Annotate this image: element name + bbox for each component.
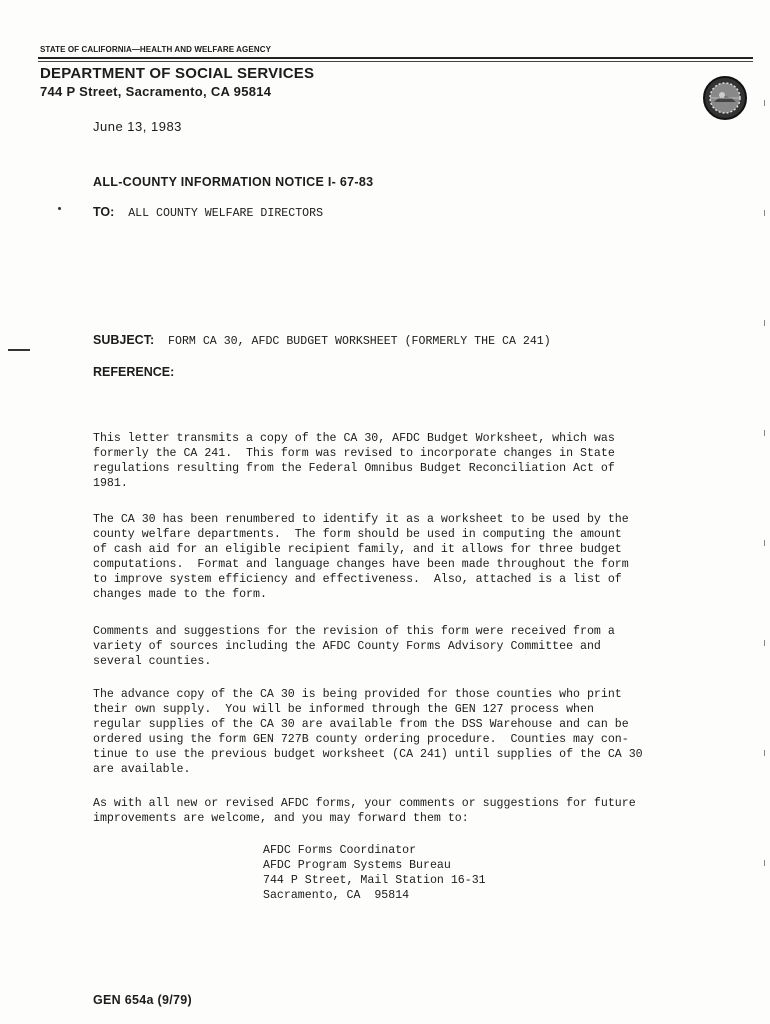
paragraph-4: The advance copy of the CA 30 is being provided for those counties who print their own supply. You will be informed through the GEN 127 process when regular supplies of the CA 30 are available from the DSS Warehouse and can be ordered using the form GEN 727B county ordering procedure. Counties may con- tinue to use the previous budget worksheet (CA 241) until supplies of the CA 30 are available. xyxy=(93,688,643,776)
paragraph-1: This letter transmits a copy of the CA 30, AFDC Budget Worksheet, which was formerly the CA 241. This form was revised to incorporate changes in State regulations resulting from the Federal Omnibus Budget Reconciliation Act of 1981. xyxy=(93,432,615,490)
scan-speck xyxy=(764,320,765,326)
paragraph-5: As with all new or revised AFDC forms, your comments or suggestions for future improvements are welcome, and you may forward them to: xyxy=(93,797,636,825)
to-label: TO: xyxy=(93,205,115,219)
agency-name: STATE OF CALIFORNIA—HEALTH AND WELFARE AGENCY xyxy=(40,45,272,54)
reference-label: REFERENCE: xyxy=(93,365,175,379)
subject-line xyxy=(93,333,551,348)
department-name: DEPARTMENT OF SOCIAL SERVICES xyxy=(40,65,315,82)
notice-title: ALL-COUNTY INFORMATION NOTICE I- 67-83 xyxy=(93,175,374,189)
scan-speck xyxy=(764,430,765,436)
paragraph-2: The CA 30 has been renumbered to identify it as a worksheet to be used by the county welfare departments. The form should be used in computing the amount of cash aid for an eligible recipient family, and it allows for three budget computations. Format and language changes have been made throughout the form to improve system efficiency and effectiveness. Also, attached is a list of changes made to the form. xyxy=(93,513,629,601)
subject-value: FORM CA 30, AFDC BUDGET WORKSHEET (FORMERLY THE CA 241) xyxy=(168,335,551,348)
scan-speck xyxy=(764,100,765,106)
scan-speck xyxy=(764,750,765,756)
form-number: GEN 654a (9/79) xyxy=(93,993,192,1007)
to-value: ALL COUNTY WELFARE DIRECTORS xyxy=(128,207,324,220)
margin-mark xyxy=(58,207,61,210)
scan-speck xyxy=(764,640,765,646)
department-address: 744 P Street, Sacramento, CA 95814 xyxy=(40,84,272,99)
paragraph-3: Comments and suggestions for the revision of this form were received from a variety of sources including the AFDC County Forms Advisory Committee and several counties. xyxy=(93,625,615,668)
scan-speck xyxy=(764,540,765,546)
header-rule xyxy=(38,57,753,59)
forward-address: AFDC Forms Coordinator AFDC Program Systems Bureau 744 P Street, Mail Station 16-31 Sacramento, CA 95814 xyxy=(263,844,486,902)
to-line xyxy=(93,205,323,220)
subject-label: SUBJECT: xyxy=(93,333,155,347)
state-seal-icon xyxy=(702,75,748,121)
letter-date: June 13, 1983 xyxy=(93,119,182,134)
scan-speck xyxy=(764,860,765,866)
header-rule-thin xyxy=(38,61,753,62)
scan-speck xyxy=(764,210,765,216)
margin-dash xyxy=(8,349,30,351)
